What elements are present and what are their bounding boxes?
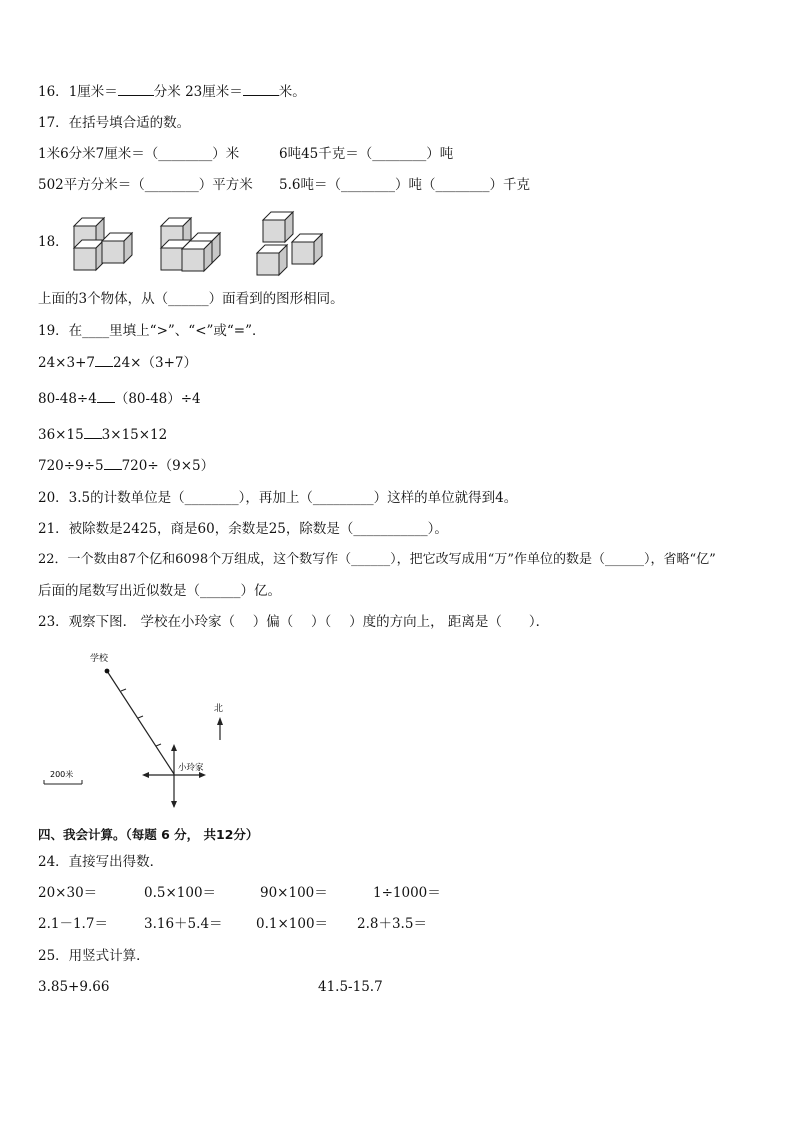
q23-text: 23．观察下图． 学校在小玲家（ ）偏（ ）（ ）度的方向上， 距离是（ ）． xyxy=(38,614,550,630)
direction-map xyxy=(38,645,248,810)
path-tick xyxy=(121,689,126,691)
q24-item: 90×100＝ xyxy=(260,885,328,901)
q16-blank-2[interactable] xyxy=(243,83,279,96)
compare-blank[interactable] xyxy=(95,354,113,367)
path-tick xyxy=(156,744,161,746)
q16-text-a: 1厘米＝ xyxy=(68,84,118,100)
scale-label: 200米 xyxy=(50,770,74,779)
q16-text-b: 分米 xyxy=(153,84,181,100)
q16-number: 16． xyxy=(38,84,69,100)
q24-item: 3.16＋5.4＝ xyxy=(144,916,223,932)
q24-title: 24．直接写出得数． xyxy=(38,854,164,870)
q24-item: 2.1－1.7＝ xyxy=(38,916,108,932)
school-point xyxy=(105,669,110,674)
q24-item: 1÷1000＝ xyxy=(373,885,441,901)
cube-figure-1 xyxy=(74,218,132,270)
q19-row-4: 720÷9÷5 720÷（9×5） xyxy=(38,458,215,474)
q24-item: 0.1×100＝ xyxy=(256,916,329,932)
arrow-down-icon xyxy=(171,801,177,808)
compare-blank[interactable] xyxy=(97,390,115,403)
compare-blank[interactable] xyxy=(104,457,122,470)
school-path-line xyxy=(107,671,174,774)
q22-line-2: 后面的尾数写出近似数是（______）亿。 xyxy=(38,583,281,599)
cube-figure-2 xyxy=(161,218,220,271)
q16-line xyxy=(38,83,306,101)
cube-figure-3 xyxy=(257,212,322,275)
q20-text: 20．3.5的计数单位是（________），再加上（_________）这样的单位就得到4。 xyxy=(38,490,518,506)
q17-row2a: 502平方分米＝（________）平方米 xyxy=(38,177,253,193)
q17-row2b: 5.6吨＝（________）吨（________）千克 xyxy=(279,177,530,193)
path-tick xyxy=(138,716,143,718)
q17-title: 17．在括号填合适的数。 xyxy=(38,115,191,131)
q16-blank-1[interactable] xyxy=(118,83,154,96)
q19-row-1: 24×3+7 24×（3+7） xyxy=(38,355,197,371)
q18-question: 上面的3个物体，从（______）面看到的图形相同。 xyxy=(38,291,344,307)
north-arrow-icon xyxy=(217,717,223,725)
arrow-up-icon xyxy=(171,744,177,751)
q24-item: 2.8＋3.5＝ xyxy=(357,916,427,932)
arrow-left-icon xyxy=(142,772,149,778)
q16-text-d: 米。 xyxy=(278,84,306,100)
compare-blank[interactable] xyxy=(84,426,102,439)
q25-title: 25．用竖式计算． xyxy=(38,948,150,964)
q22-line-1: 22．一个数由87个亿和6098个万组成，这个数写作（______），把它改写成用“万”作单位的数是（______），省略“亿” xyxy=(38,552,716,567)
school-label: 学校 xyxy=(90,654,109,664)
q17-row1a: 1米6分米7厘米＝（________）米 xyxy=(38,146,240,162)
q25-item: 41.5-15.7 xyxy=(318,979,383,995)
q19-row-2: 80-48÷4 （80-48）÷4 xyxy=(38,391,201,407)
q19-title: 19．在____里填上“>”、“<”或“=”． xyxy=(38,323,266,339)
q17-row1b: 6吨45千克＝（________）吨 xyxy=(279,146,454,162)
q25-item: 3.85+9.66 xyxy=(38,979,110,995)
section-4-heading: 四、我会计算。（每题 6 分， 共12分） xyxy=(38,827,259,842)
q21-text: 21．被除数是2425，商是60，余数是25，除数是（___________）。 xyxy=(38,521,448,537)
q19-row-3: 36×15 3×15×12 xyxy=(38,427,168,443)
q16-text-c: 23厘米＝ xyxy=(185,84,243,100)
cube-figures xyxy=(66,208,328,278)
home-label: 小玲家 xyxy=(178,763,204,773)
north-label: 北 xyxy=(214,704,224,714)
q24-item: 0.5×100＝ xyxy=(144,885,217,901)
q18-number: 18． xyxy=(38,234,69,250)
q24-item: 20×30＝ xyxy=(38,885,98,901)
